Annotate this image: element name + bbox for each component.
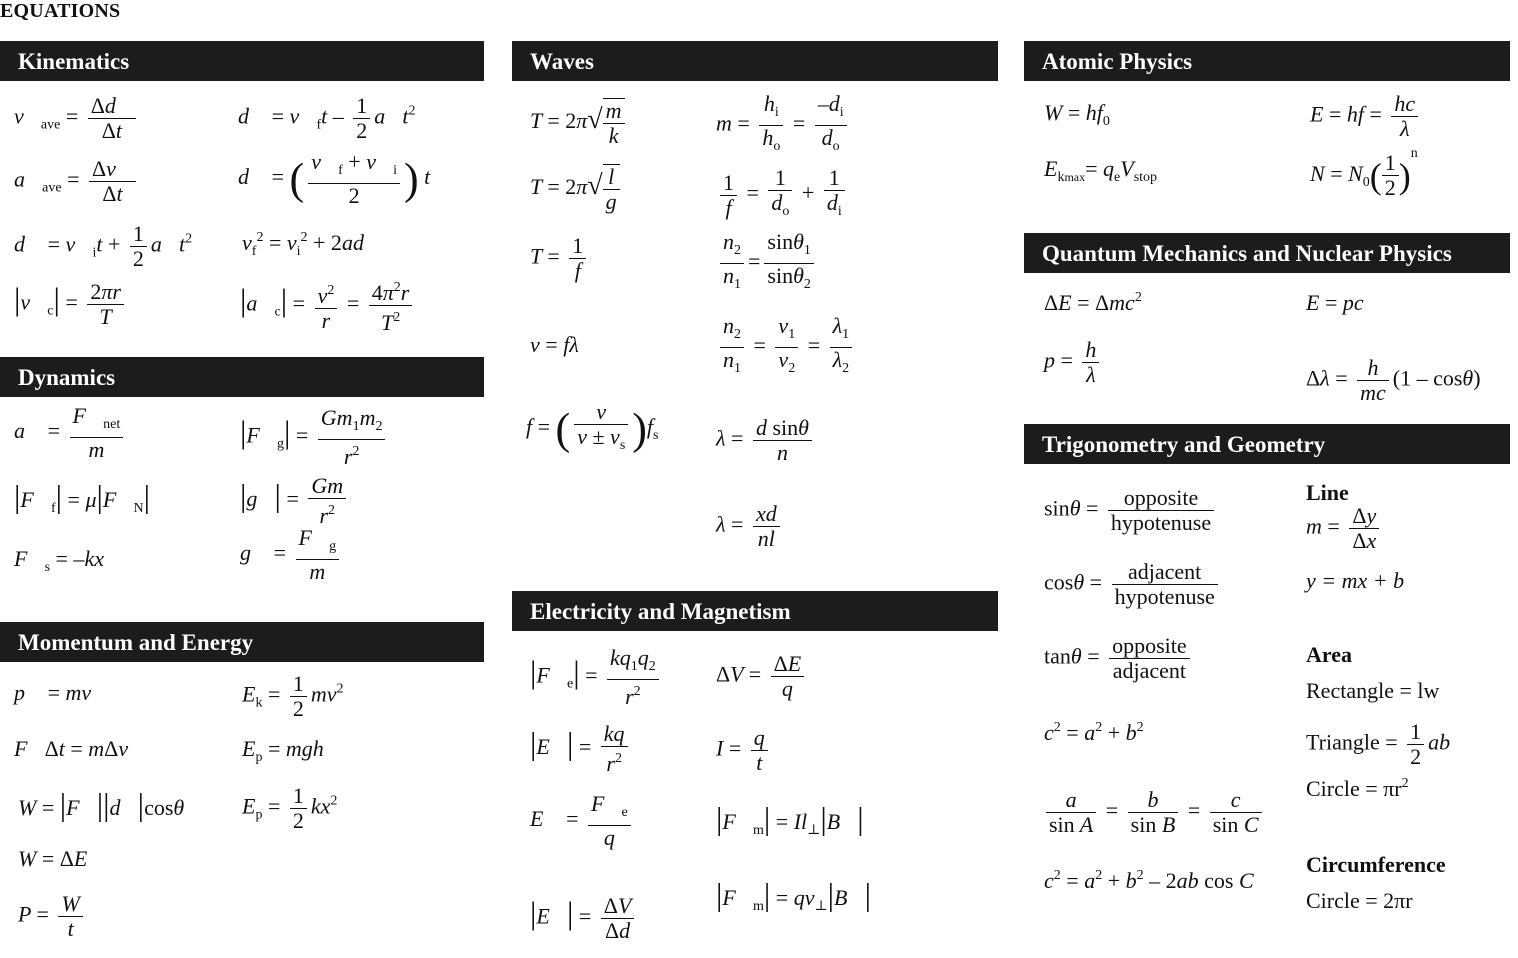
eq-spring-period: T = 2π√ $\frac{m}{k}$: [530, 98, 629, 148]
eq-potential-difference: ΔV = $\frac{\Delta E}{q}$: [716, 652, 808, 701]
eq-circle-area: Circle = $\pi r^2$: [1306, 776, 1409, 801]
eq-g-force: g⃗ = $\frac{F⃗_g}{m}$: [240, 526, 343, 584]
eq-momentum: p⃗ = mv⃗: [14, 680, 109, 705]
eq-magnification: m = $\frac{h_i}{h_o}$ = $\frac{-d_i}{d_o}$: [716, 92, 851, 159]
eq-doppler: f = ( $\frac{v}{v \pm v_s}$ )$f_s$: [526, 399, 659, 454]
section-trig: Trigonometry and Geometry: [1024, 424, 1510, 464]
section-dynamics: Dynamics: [0, 357, 484, 397]
eq-double-slit: λ = $\frac{xd}{nl}$: [716, 502, 784, 551]
eq-photon-energy: E = hf = $\frac{hc}{\lambda}$: [1310, 92, 1422, 141]
eq-v-ave: $v⃗_{ave}$ = $\frac{\Delta d⃗}{\Delta t}$: [14, 94, 140, 143]
eq-ac: $|a⃗_c|$ = $\frac{v^2}{r}$ = $\frac{4\pi^2r}{T^2}$: [240, 276, 416, 335]
eq-d-final: d⃗ = $v⃗_ft$ – $\frac{1}{2}$ $a⃗t^2$: [238, 93, 416, 143]
eq-rectangle-area: Rectangle = lw: [1306, 678, 1440, 703]
eq-g-field: |g⃗| = $\frac{Gm}{r^2}$: [240, 474, 350, 528]
eq-diffraction-grating: λ = $\frac{\text{d sinθ}}{n}$: [716, 416, 816, 465]
eq-work-function: $W = hf_0$: [1044, 100, 1110, 129]
eq-hooke: $F⃗_s$ = –kx⃗: [14, 546, 122, 575]
eq-cosine: cosθ = $\frac{\text{adjacent}}{\text{hypotenuse}}$: [1044, 560, 1222, 609]
eq-potential-grav: $E_p$ = mgh: [242, 736, 324, 765]
section-electricity: Electricity and Magnetism: [512, 591, 998, 631]
eq-e-field-point: |E⃗| = $\frac{kq}{r^2}$: [530, 722, 632, 776]
eq-force-wire: $|F⃗_m|$ = $Il_\perp|B⃗|$: [716, 800, 864, 838]
geometry-area-header: Area: [1306, 642, 1353, 667]
eq-work: W = |F⃗||d⃗|cosθ: [18, 786, 185, 822]
eq-a-ave: $a⃗_{ave}$ = $\frac{\Delta v⃗}{\Delta t}$: [14, 157, 140, 206]
eq-photon-momentum: p = $\frac{h}{\lambda}$: [1044, 338, 1103, 387]
eq-compton: Δλ = $\frac{h}{mc}$ (1 – cosθ): [1306, 355, 1481, 405]
eq-tangent: tanθ = $\frac{\text{opposite}}{\text{adjacent}}$: [1044, 634, 1194, 683]
eq-potential-spring: $E_p$ = $\frac{1}{2}$ $kx^2$: [242, 783, 338, 833]
eq-refraction-ratio: $\frac{n_2}{n_1}$ = $\frac{v_1}{v_2}$ = $\frac{\lambda_1}{\lambda_2}$: [716, 314, 856, 381]
section-waves: Waves: [512, 41, 998, 81]
eq-kinetic: $E_k$ = $\frac{1}{2}$ $mv^2$: [242, 671, 344, 721]
eq-law-of-cosines: $c^2 = a^2 + b^2 - 2ab$ cos C: [1044, 868, 1254, 893]
eq-pendulum-period: T = 2π√ $\frac{l}{g}$: [530, 164, 624, 214]
geometry-circumference-header: Circumference: [1306, 852, 1446, 877]
eq-photon-pc: E = pc: [1306, 290, 1364, 315]
page-title: EQUATIONS: [0, 0, 121, 22]
eq-half-life: $N = N_0$( $\frac{1}{2}$ )$^n$: [1310, 146, 1418, 201]
section-kinematics: Kinematics: [0, 41, 484, 81]
eq-coulomb: $|F⃗_e|$ = $\frac{kq_1q_2}{r^2}$: [530, 646, 663, 709]
eq-friction: $|F⃗_f|$ = $\mu|F⃗_N|$: [14, 478, 151, 516]
eq-mass-energy: ΔE = Δmc$^2$: [1044, 290, 1142, 315]
eq-vf-squared: $v_f^2 = v_i^2 + 2ad$: [242, 230, 364, 259]
section-momentum: Momentum and Energy: [0, 622, 484, 662]
eq-e-field-plates: |E⃗| = $\frac{\Delta V}{\Delta d}$: [530, 894, 638, 943]
eq-current: I = $\frac{q}{t}$: [716, 726, 772, 775]
eq-kinetic-max: $E_{kmax}= q_eV_{stop}$: [1044, 156, 1158, 185]
eq-newton2: a⃗ = $\frac{F⃗_{net}}{m}$: [14, 404, 127, 462]
triangle-rhs: ab: [1428, 729, 1451, 755]
section-atomic: Atomic Physics: [1024, 41, 1510, 81]
eq-slope: m = $\frac{\Delta y}{\Delta x}$: [1306, 504, 1383, 553]
eq-d-initial: d⃗ = $v⃗_it$ + $\frac{1}{2}$ $a⃗t^2$: [14, 221, 193, 271]
eq-thin-lens: $\frac{1}{f}$ = $\frac{1}{d_o}$ + $\frac{1}{d_i}$: [716, 166, 849, 224]
eq-sine: sinθ = $\frac{\text{opposite}}{\text{hypotenuse}}$: [1044, 486, 1218, 535]
eq-e-field-force: E⃗ = $\frac{F⃗_e}{q}$: [530, 792, 635, 850]
eq-pythagoras: $c^2 = a^2 + b^2$: [1044, 720, 1144, 745]
eq-vc: $|v⃗_c|$ = $\frac{2\pi r}{T}$: [14, 280, 128, 329]
eq-force-charge: $|F⃗_m|$ = $qv_\perp|B⃗|$: [716, 876, 871, 914]
eq-power: P = $\frac{W}{t}$: [18, 892, 87, 941]
eq-snell: $\frac{n_2}{n_1}$ = $\frac{\sin\theta_1}{\sin\theta_2}$: [716, 230, 818, 297]
eq-law-of-sines: $\frac{a}{\text{sin A}}$ = $\frac{b}{\text{sin B}}$ = $\frac{c}{\text{sin C}}$: [1042, 788, 1266, 837]
circle-area-label: Circle = πr: [1306, 776, 1402, 801]
eq-work-energy: W = ΔE: [18, 846, 88, 871]
eq-gravitation: $|F⃗_g|$ = $\frac{Gm_1m_2}{r^2}$: [240, 406, 389, 469]
eq-d-avg: d⃗ = ( $\frac{v⃗_f + v⃗_i}{2}$ ) t: [238, 149, 431, 208]
eq-triangle-area: Triangle = $\frac{1}{2}$ ab: [1306, 719, 1451, 769]
eq-line: y = mx + b: [1306, 568, 1405, 593]
eq-period-frequency: T = $\frac{1}{f}$: [530, 234, 590, 283]
eq-circle-circumference: Circle = 2πr: [1306, 888, 1413, 913]
eq-wave-speed: v = fλ: [530, 332, 579, 357]
geometry-line-header: Line: [1306, 480, 1349, 505]
section-quantum: Quantum Mechanics and Nuclear Physics: [1024, 233, 1510, 273]
eq-impulse: F⃗Δt = mΔv⃗: [14, 736, 146, 761]
triangle-label: Triangle =: [1306, 729, 1398, 755]
